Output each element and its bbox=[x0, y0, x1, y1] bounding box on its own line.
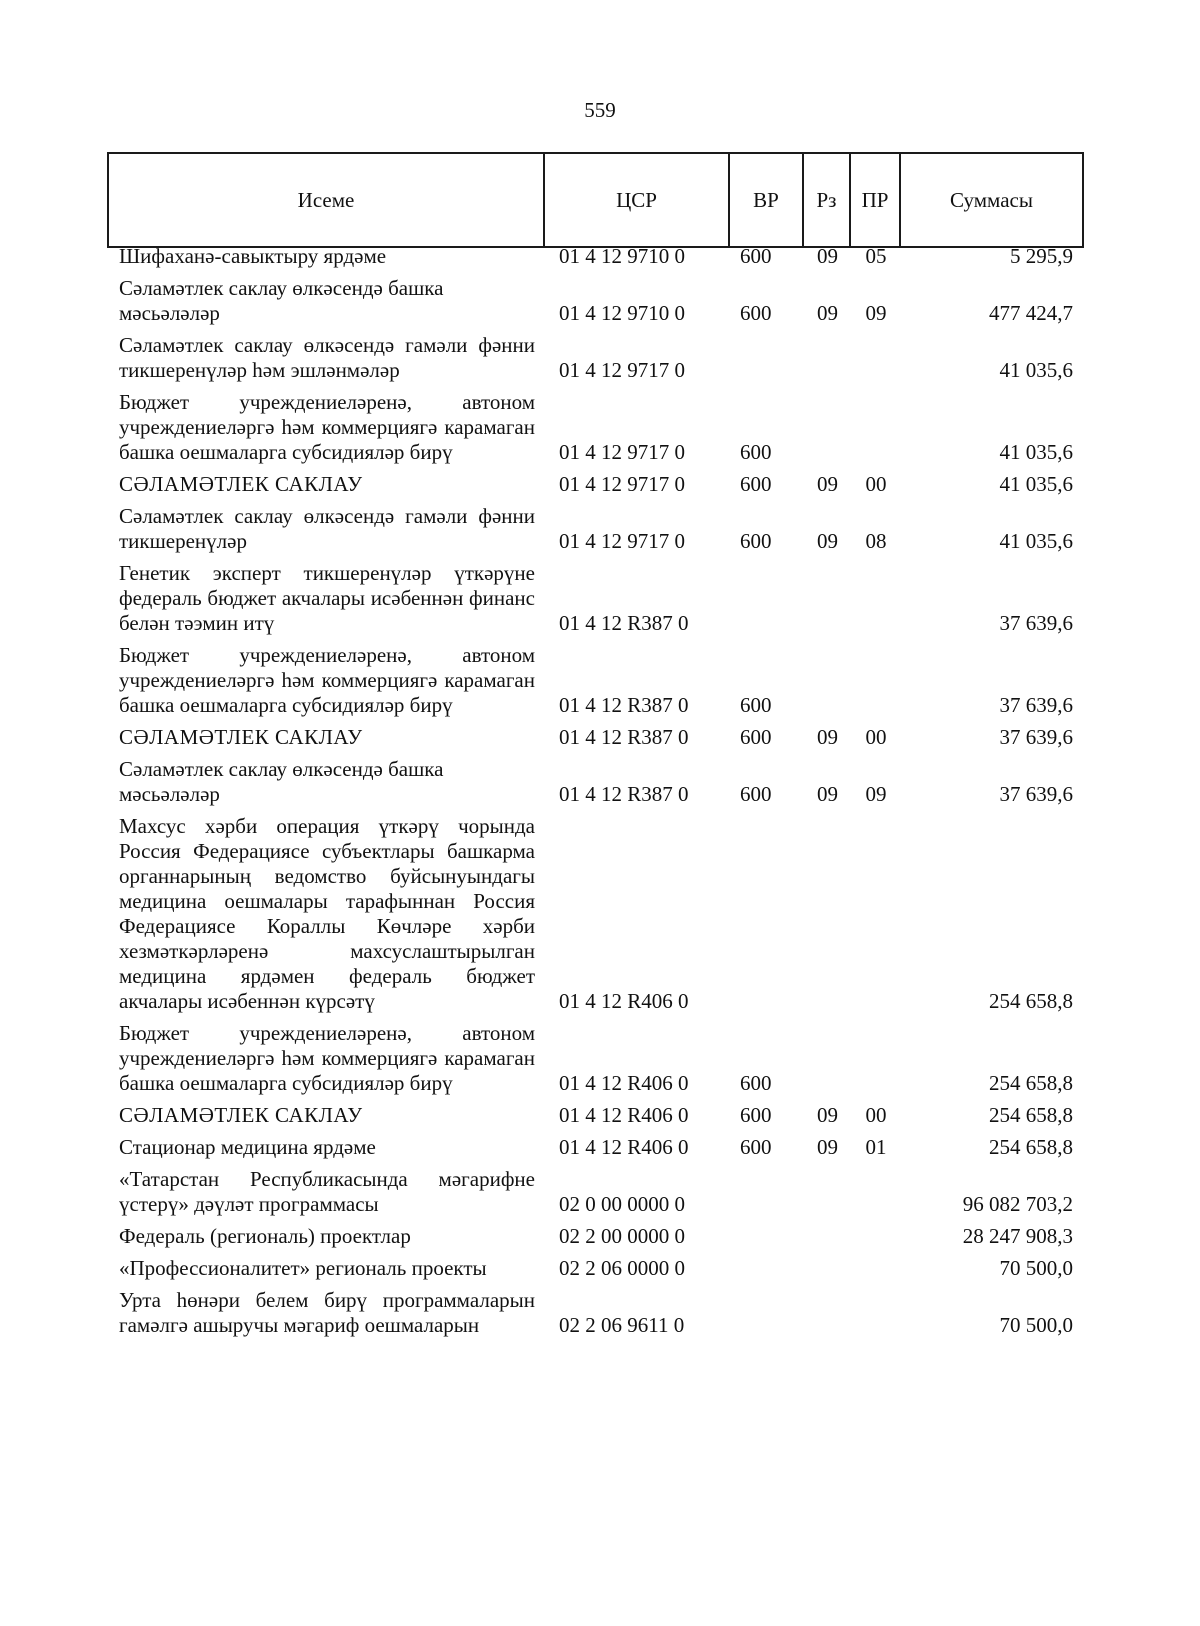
cell-sum: 37 639,6 bbox=[999, 725, 1073, 749]
cell-vr: 600 bbox=[740, 1103, 772, 1127]
table-row bbox=[107, 333, 1122, 383]
cell-name: Бюджет учреждениеләренә, автоном учреждениеләргә һәм коммерциягә карамаган башка оешмаларга субсидияләр бирү bbox=[119, 643, 535, 717]
header-sum: Суммасы bbox=[900, 153, 1083, 247]
cell-csr: 02 2 00 0000 0 bbox=[559, 1224, 685, 1248]
table-row bbox=[107, 757, 1122, 807]
cell-name: «Татарстан Республикасында мәгарифне үстерү» дәүләт программасы bbox=[119, 1167, 535, 1216]
table-row bbox=[107, 643, 1122, 718]
table-row bbox=[107, 390, 1122, 465]
table-row bbox=[107, 1167, 1122, 1217]
cell-csr: 01 4 12 R387 0 bbox=[559, 725, 689, 749]
cell-name: Генетик эксперт тикшеренүләр үткәрүне федераль бюджет акчалары исәбеннән финанс белән тәэмин итү bbox=[119, 561, 535, 635]
cell-pr: 08 bbox=[865, 529, 887, 553]
cell-sum: 70 500,0 bbox=[999, 1313, 1073, 1337]
cell-sum: 41 035,6 bbox=[999, 472, 1073, 496]
cell-sum: 41 035,6 bbox=[999, 529, 1073, 553]
cell-csr: 02 2 06 9611 0 bbox=[559, 1313, 685, 1337]
cell-name: Бюджет учреждениеләренә, автоном учреждениеләргә һәм коммерциягә карамаган башка оешмаларга субсидияләр бирү bbox=[119, 390, 535, 464]
cell-pr: 09 bbox=[865, 301, 887, 325]
cell-rz: 09 bbox=[817, 301, 838, 325]
cell-sum: 254 658,8 bbox=[989, 1071, 1073, 1095]
cell-csr: 01 4 12 R406 0 bbox=[559, 989, 689, 1013]
cell-vr: 600 bbox=[740, 1071, 772, 1095]
cell-vr: 600 bbox=[740, 693, 772, 717]
header-pr: ПР bbox=[850, 153, 900, 247]
cell-name: Сәламәтлек саклау өлкәсендә гамәли фәнни тикшеренүләр һәм эшләнмәләр bbox=[119, 333, 535, 382]
cell-csr: 02 2 06 0000 0 bbox=[559, 1256, 685, 1280]
cell-name: СӘЛАМӘТЛЕК САКЛАУ bbox=[119, 725, 363, 749]
table-row bbox=[107, 504, 1122, 554]
cell-rz: 09 bbox=[817, 244, 838, 268]
cell-rz: 09 bbox=[817, 782, 838, 806]
cell-name: «Профессионалитет» региональ проекты bbox=[119, 1256, 487, 1280]
cell-pr: 09 bbox=[865, 782, 887, 806]
cell-vr: 600 bbox=[740, 440, 772, 464]
table-row bbox=[107, 1021, 1122, 1096]
table-row bbox=[107, 814, 1122, 1014]
table-row bbox=[107, 725, 1122, 750]
cell-name: Шифаханә-савыктыру ярдәме bbox=[119, 244, 387, 268]
cell-pr: 00 bbox=[865, 1103, 887, 1127]
cell-vr: 600 bbox=[740, 725, 772, 749]
cell-name: Урта һөнәри белем бирү программаларын гамәлгә ашыручы мәгариф оешмаларын bbox=[119, 1288, 535, 1337]
header-csr: ЦСР bbox=[544, 153, 729, 247]
cell-sum: 254 658,8 bbox=[989, 1103, 1073, 1127]
cell-csr: 01 4 12 R387 0 bbox=[559, 611, 689, 635]
cell-csr: 01 4 12 9717 0 bbox=[559, 529, 685, 553]
header-name: Исеме bbox=[108, 153, 544, 247]
cell-vr: 600 bbox=[740, 472, 772, 496]
cell-sum: 477 424,7 bbox=[989, 301, 1073, 325]
cell-name: Махсус хәрби операция үткәрү чорында Россия Федерациясе субъектлары башкарма органнарының ведомство буйсынуындагы медицина оешмалары тарафыннан Россия Федерациясе Кораллы Көчләре хәрби хезмәткәрләренә махсуслаштырылган медицина ярдәмен федераль бюджет акчалары исәбеннән күрсәтү bbox=[119, 814, 535, 1013]
cell-name: СӘЛАМӘТЛЕК САКЛАУ bbox=[119, 1103, 363, 1127]
cell-vr: 600 bbox=[740, 301, 772, 325]
cell-csr: 01 4 12 9710 0 bbox=[559, 244, 685, 268]
cell-sum: 254 658,8 bbox=[989, 1135, 1073, 1159]
cell-csr: 01 4 12 R406 0 bbox=[559, 1103, 689, 1127]
cell-pr: 05 bbox=[865, 244, 887, 268]
cell-vr: 600 bbox=[740, 1135, 772, 1159]
header-rz: Рз bbox=[803, 153, 850, 247]
cell-rz: 09 bbox=[817, 725, 838, 749]
table-row bbox=[107, 1288, 1122, 1338]
cell-sum: 28 247 908,3 bbox=[962, 1224, 1073, 1248]
cell-name: Федераль (региональ) проектлар bbox=[119, 1224, 411, 1248]
cell-csr: 01 4 12 R406 0 bbox=[559, 1071, 689, 1095]
cell-csr: 01 4 12 9717 0 bbox=[559, 440, 685, 464]
table-row bbox=[107, 1103, 1122, 1128]
table-row bbox=[107, 1224, 1122, 1249]
cell-pr: 01 bbox=[865, 1135, 887, 1159]
table-row bbox=[107, 244, 1122, 269]
table-body bbox=[107, 244, 1122, 1345]
cell-csr: 01 4 12 9717 0 bbox=[559, 472, 685, 496]
cell-csr: 01 4 12 R406 0 bbox=[559, 1135, 689, 1159]
cell-vr: 600 bbox=[740, 244, 772, 268]
cell-sum: 5 295,9 bbox=[1010, 244, 1073, 268]
header-vr: ВР bbox=[729, 153, 803, 247]
cell-name: Бюджет учреждениеләренә, автоном учреждениеләргә һәм коммерциягә карамаган башка оешмаларга субсидияләр бирү bbox=[119, 1021, 535, 1095]
cell-sum: 37 639,6 bbox=[999, 693, 1073, 717]
cell-sum: 254 658,8 bbox=[989, 989, 1073, 1013]
cell-rz: 09 bbox=[817, 472, 838, 496]
cell-rz: 09 bbox=[817, 529, 838, 553]
cell-name: Сәламәтлек саклау өлкәсендә башка мәсьәләләр bbox=[119, 757, 444, 806]
cell-csr: 01 4 12 R387 0 bbox=[559, 782, 689, 806]
cell-vr: 600 bbox=[740, 782, 772, 806]
cell-name: Стационар медицина ярдәме bbox=[119, 1135, 376, 1159]
cell-rz: 09 bbox=[817, 1135, 838, 1159]
cell-sum: 37 639,6 bbox=[999, 611, 1073, 635]
page-number: 559 bbox=[584, 98, 616, 122]
cell-csr: 01 4 12 9717 0 bbox=[559, 358, 685, 382]
cell-sum: 37 639,6 bbox=[999, 782, 1073, 806]
table-header bbox=[107, 152, 1084, 248]
cell-pr: 00 bbox=[865, 472, 887, 496]
cell-vr: 600 bbox=[740, 529, 772, 553]
table-row bbox=[107, 561, 1122, 636]
cell-sum: 41 035,6 bbox=[999, 440, 1073, 464]
table-row bbox=[107, 1135, 1122, 1160]
cell-sum: 70 500,0 bbox=[999, 1256, 1073, 1280]
cell-name: Сәламәтлек саклау өлкәсендә гамәли фәнни тикшеренүләр bbox=[119, 504, 535, 553]
cell-csr: 02 0 00 0000 0 bbox=[559, 1192, 685, 1216]
cell-pr: 00 bbox=[865, 725, 887, 749]
cell-rz: 09 bbox=[817, 1103, 838, 1127]
cell-sum: 96 082 703,2 bbox=[962, 1192, 1073, 1216]
table-row bbox=[107, 472, 1122, 497]
table-row bbox=[107, 276, 1122, 326]
cell-csr: 01 4 12 9710 0 bbox=[559, 301, 685, 325]
cell-name: СӘЛАМӘТЛЕК САКЛАУ bbox=[119, 472, 363, 496]
cell-sum: 41 035,6 bbox=[999, 358, 1073, 382]
table-row bbox=[107, 1256, 1122, 1281]
cell-name: Сәламәтлек саклау өлкәсендә башка мәсьәләләр bbox=[119, 276, 444, 325]
cell-csr: 01 4 12 R387 0 bbox=[559, 693, 689, 717]
